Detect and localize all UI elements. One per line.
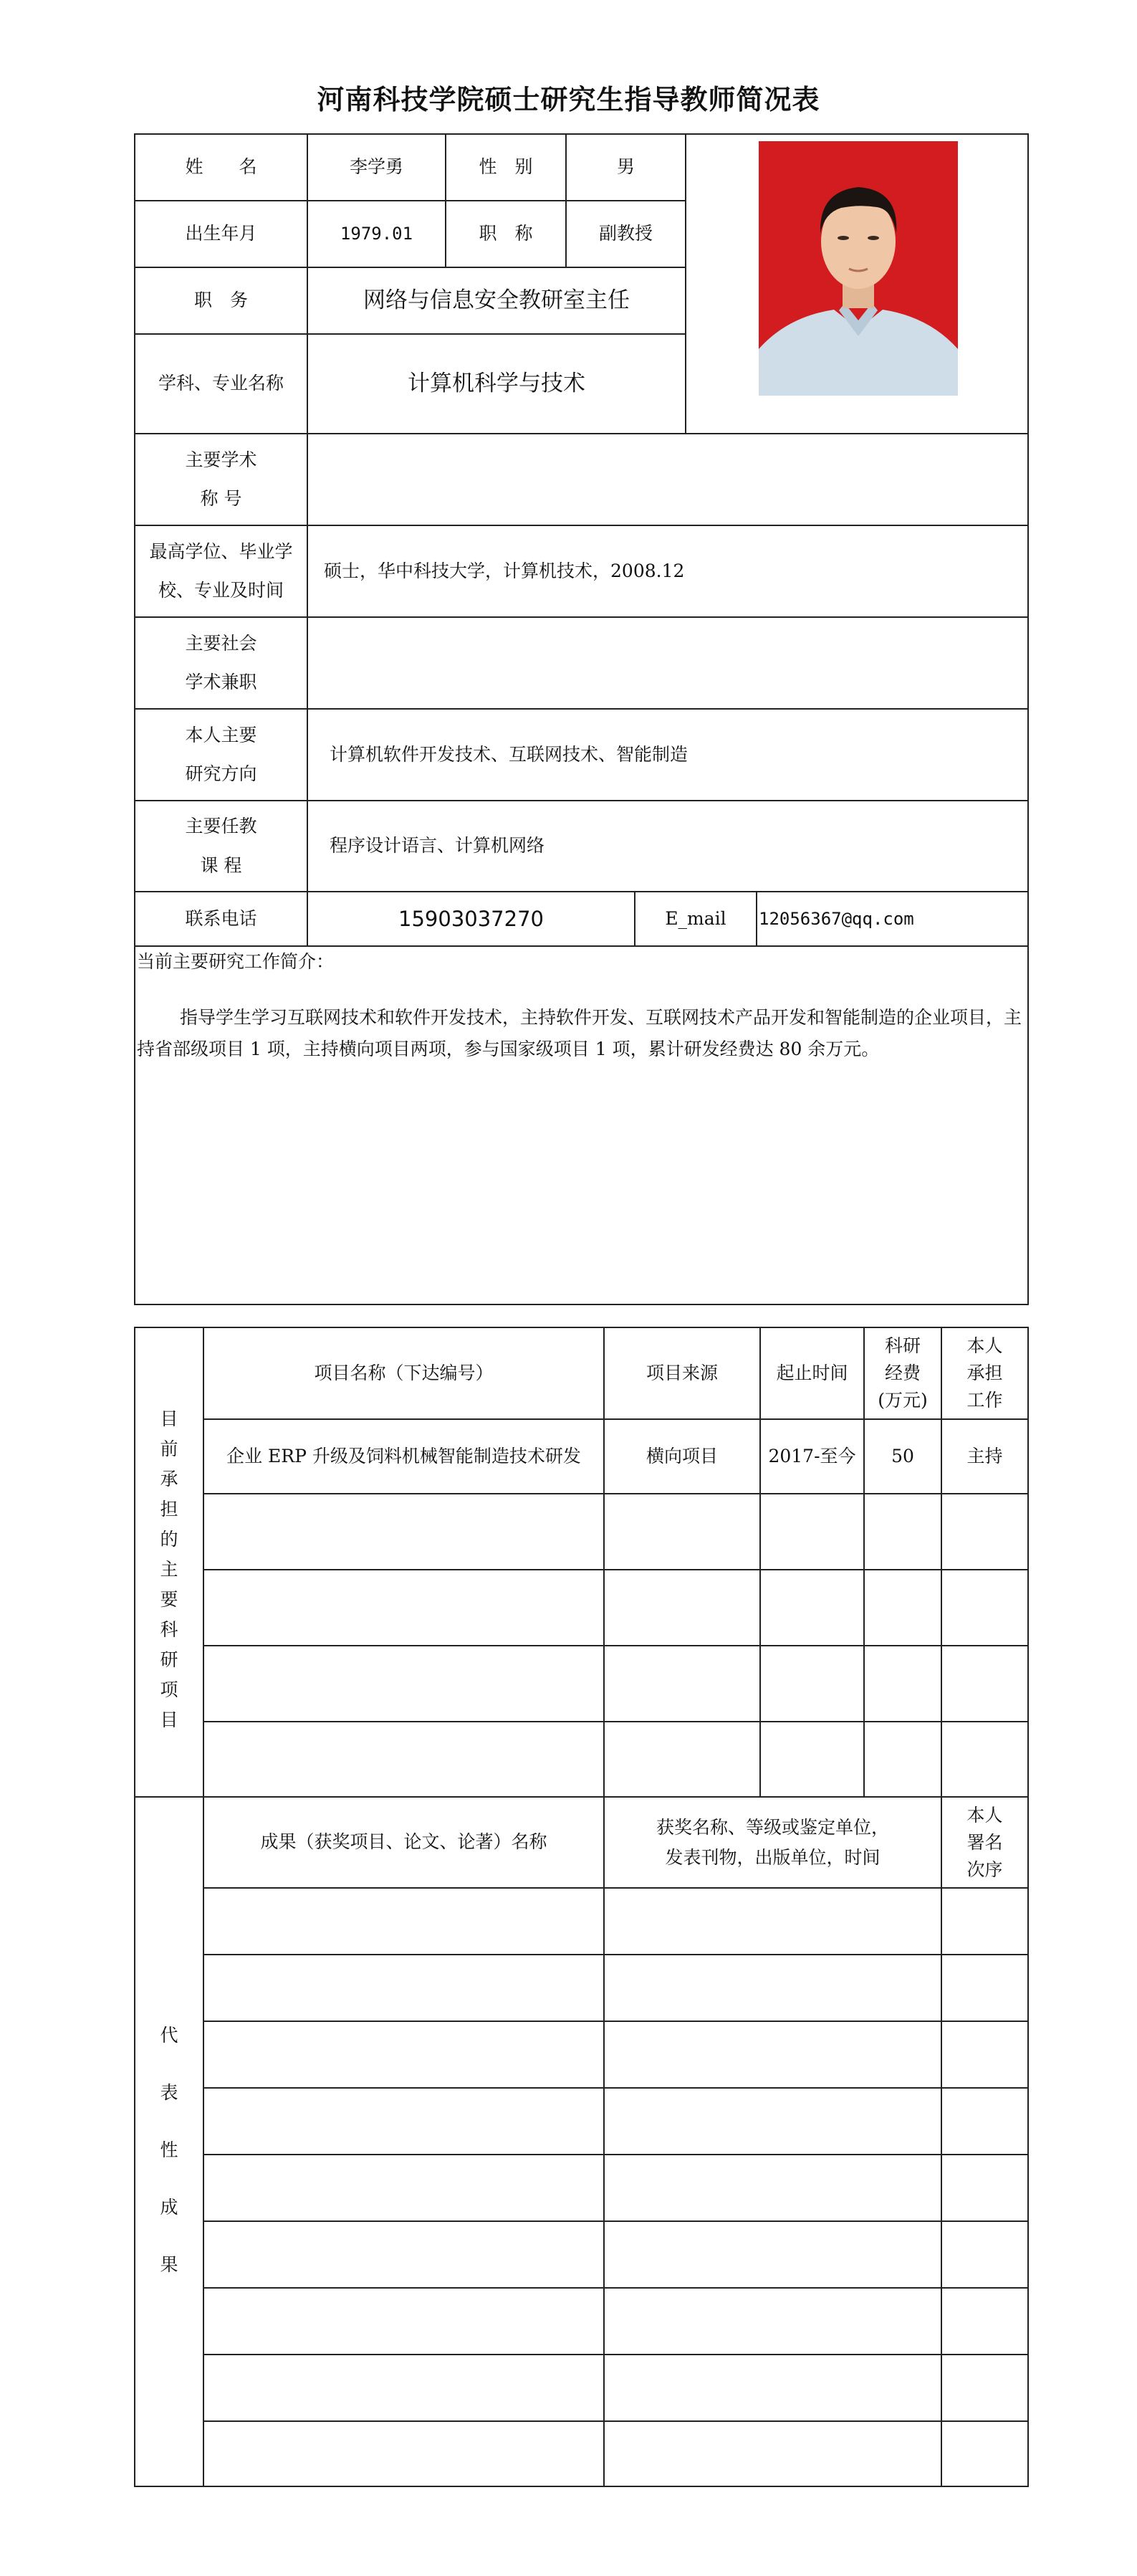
project-period-cell: 2017-至今	[768, 1445, 856, 1466]
research-label	[135, 710, 307, 800]
degree-label	[135, 526, 307, 616]
project-funding-header	[865, 1328, 941, 1418]
side-char: 目	[160, 1408, 178, 1429]
gender-value: 男	[616, 156, 635, 178]
project-name-cell: 企业 ERP 升级及饲料机械智能制造技术研发	[226, 1445, 581, 1466]
project-name-header: 项目名称（下达编号）	[314, 1362, 494, 1383]
side-char: 项	[160, 1679, 178, 1700]
header-line: 获奖名称、等级或鉴定单位，	[656, 1816, 889, 1838]
position-label: 职 务	[193, 290, 248, 311]
email-value: 12056367@qq.com	[759, 908, 914, 929]
name-label: 姓 名	[185, 156, 257, 178]
label-line: 主要任教	[185, 816, 257, 837]
header-line: 工作	[966, 1390, 1003, 1411]
rank-value: 副教授	[598, 223, 653, 244]
side-char: 果	[160, 2254, 178, 2275]
side-char: 担	[160, 1499, 178, 1520]
label-line: 校、专业及时间	[158, 580, 284, 601]
gender-label: 性 别	[479, 156, 533, 178]
social-value	[308, 618, 1027, 708]
grid-line	[203, 1887, 1029, 1889]
project-funding-cell: 50	[891, 1445, 914, 1466]
label-line: 课 程	[200, 854, 242, 876]
grid-line	[203, 1569, 1029, 1570]
header-line: 承担	[966, 1363, 1003, 1383]
grid-line	[203, 2354, 1029, 2355]
birth-value: 1979.01	[340, 224, 413, 244]
academic-title-label	[135, 434, 307, 525]
grid-line	[603, 1796, 605, 2487]
side-char: 代	[160, 2025, 178, 2046]
grid-line	[1027, 1327, 1029, 2487]
grid-line	[203, 2220, 1029, 2222]
project-source-header: 项目来源	[646, 1362, 718, 1383]
grid-line	[203, 1721, 1029, 1722]
degree-value: 硕士，华中科技大学，计算机技术，2008.12	[324, 560, 685, 581]
rank-label: 职 称	[479, 223, 533, 244]
side-char: 的	[160, 1529, 178, 1550]
label-line: 称 号	[200, 488, 242, 509]
project-role-cell: 主持	[966, 1445, 1003, 1466]
header-line: 本人	[966, 1804, 1003, 1826]
side-char: 前	[160, 1439, 178, 1459]
courses-value: 程序设计语言、计算机网络	[330, 835, 545, 857]
project-period-header: 起止时间	[776, 1362, 848, 1383]
grid-line	[203, 2154, 1029, 2155]
grid-line	[203, 1645, 1029, 1646]
academic-title-value	[308, 434, 1027, 525]
side-char: 研	[160, 1649, 178, 1670]
achievement-name-header: 成果（获奖项目、论文、论著）名称	[260, 1831, 547, 1853]
email-label: E_mail	[665, 907, 726, 929]
label-line: 研究方向	[185, 763, 257, 784]
label-line: 主要社会	[185, 632, 257, 654]
portrait-photo	[759, 141, 958, 396]
major-label: 学科、专业名称	[158, 373, 284, 394]
project-source-cell: 横向项目	[646, 1445, 718, 1466]
side-char: 目	[160, 1709, 178, 1730]
side-char: 要	[160, 1589, 178, 1610]
side-char: 主	[160, 1559, 178, 1580]
grid-line	[203, 1493, 1029, 1494]
grid-line	[1027, 133, 1029, 1305]
header-line: 本人	[966, 1335, 1003, 1356]
courses-label	[135, 801, 307, 891]
header-line: 署名	[966, 1831, 1003, 1853]
grid-line	[134, 2486, 1029, 2487]
phone-label: 联系电话	[185, 907, 257, 929]
phone-value: 15903037270	[398, 906, 544, 931]
header-line: 经费	[884, 1363, 921, 1383]
achievement-detail-header	[605, 1798, 941, 1887]
side-char: 性	[160, 2139, 178, 2160]
achievements-side-label	[135, 2007, 203, 2294]
grid-line	[134, 945, 1029, 947]
grid-line	[134, 1304, 1029, 1305]
grid-line	[203, 1954, 1029, 1955]
grid-line	[203, 2420, 1029, 2422]
grid-line	[203, 2087, 1029, 2089]
label-line: 学术兼职	[185, 672, 257, 692]
research-value: 计算机软件开发技术、互联网技术、智能制造	[330, 743, 689, 765]
header-line: (万元)	[878, 1390, 928, 1411]
summary-text: 指导学生学习互联网技术和软件开发技术，主持软件开发、互联网技术产品开发和智能制造的企业项目，主持省部级项目 1 项，主持横向项目两项，参与国家级项目 1 项，累计研发经费达 80 余万元。	[137, 1007, 1022, 1059]
grid-line	[203, 2287, 1029, 2289]
side-char: 科	[160, 1619, 178, 1640]
header-line: 科研	[884, 1335, 921, 1356]
side-char: 表	[160, 2082, 178, 2103]
major-value: 计算机科学与技术	[408, 371, 585, 397]
label-line: 最高学位、毕业学	[149, 540, 293, 562]
projects-side-label	[135, 1405, 203, 1735]
page-title: 河南科技学院硕士研究生指导教师简况表	[317, 84, 820, 115]
birth-label: 出生年月	[185, 223, 257, 244]
achievement-order-header	[942, 1798, 1027, 1887]
label-line: 主要学术	[185, 449, 257, 470]
side-char: 承	[160, 1469, 178, 1489]
header-line: 次序	[966, 1859, 1003, 1880]
grid-line	[203, 2021, 1029, 2022]
grid-line	[685, 133, 686, 434]
project-role-header	[942, 1328, 1027, 1418]
grid-line	[203, 1327, 204, 2487]
position-value: 网络与信息安全教研室主任	[363, 287, 630, 314]
summary-heading: 当前主要研究工作简介：	[137, 950, 335, 972]
label-line: 本人主要	[185, 724, 257, 745]
social-label	[135, 618, 307, 708]
side-char: 成	[160, 2197, 178, 2218]
name-value: 李学勇	[349, 156, 403, 178]
grid-line	[941, 1327, 942, 2487]
header-line: 发表刊物，出版单位，时间	[665, 1846, 881, 1868]
